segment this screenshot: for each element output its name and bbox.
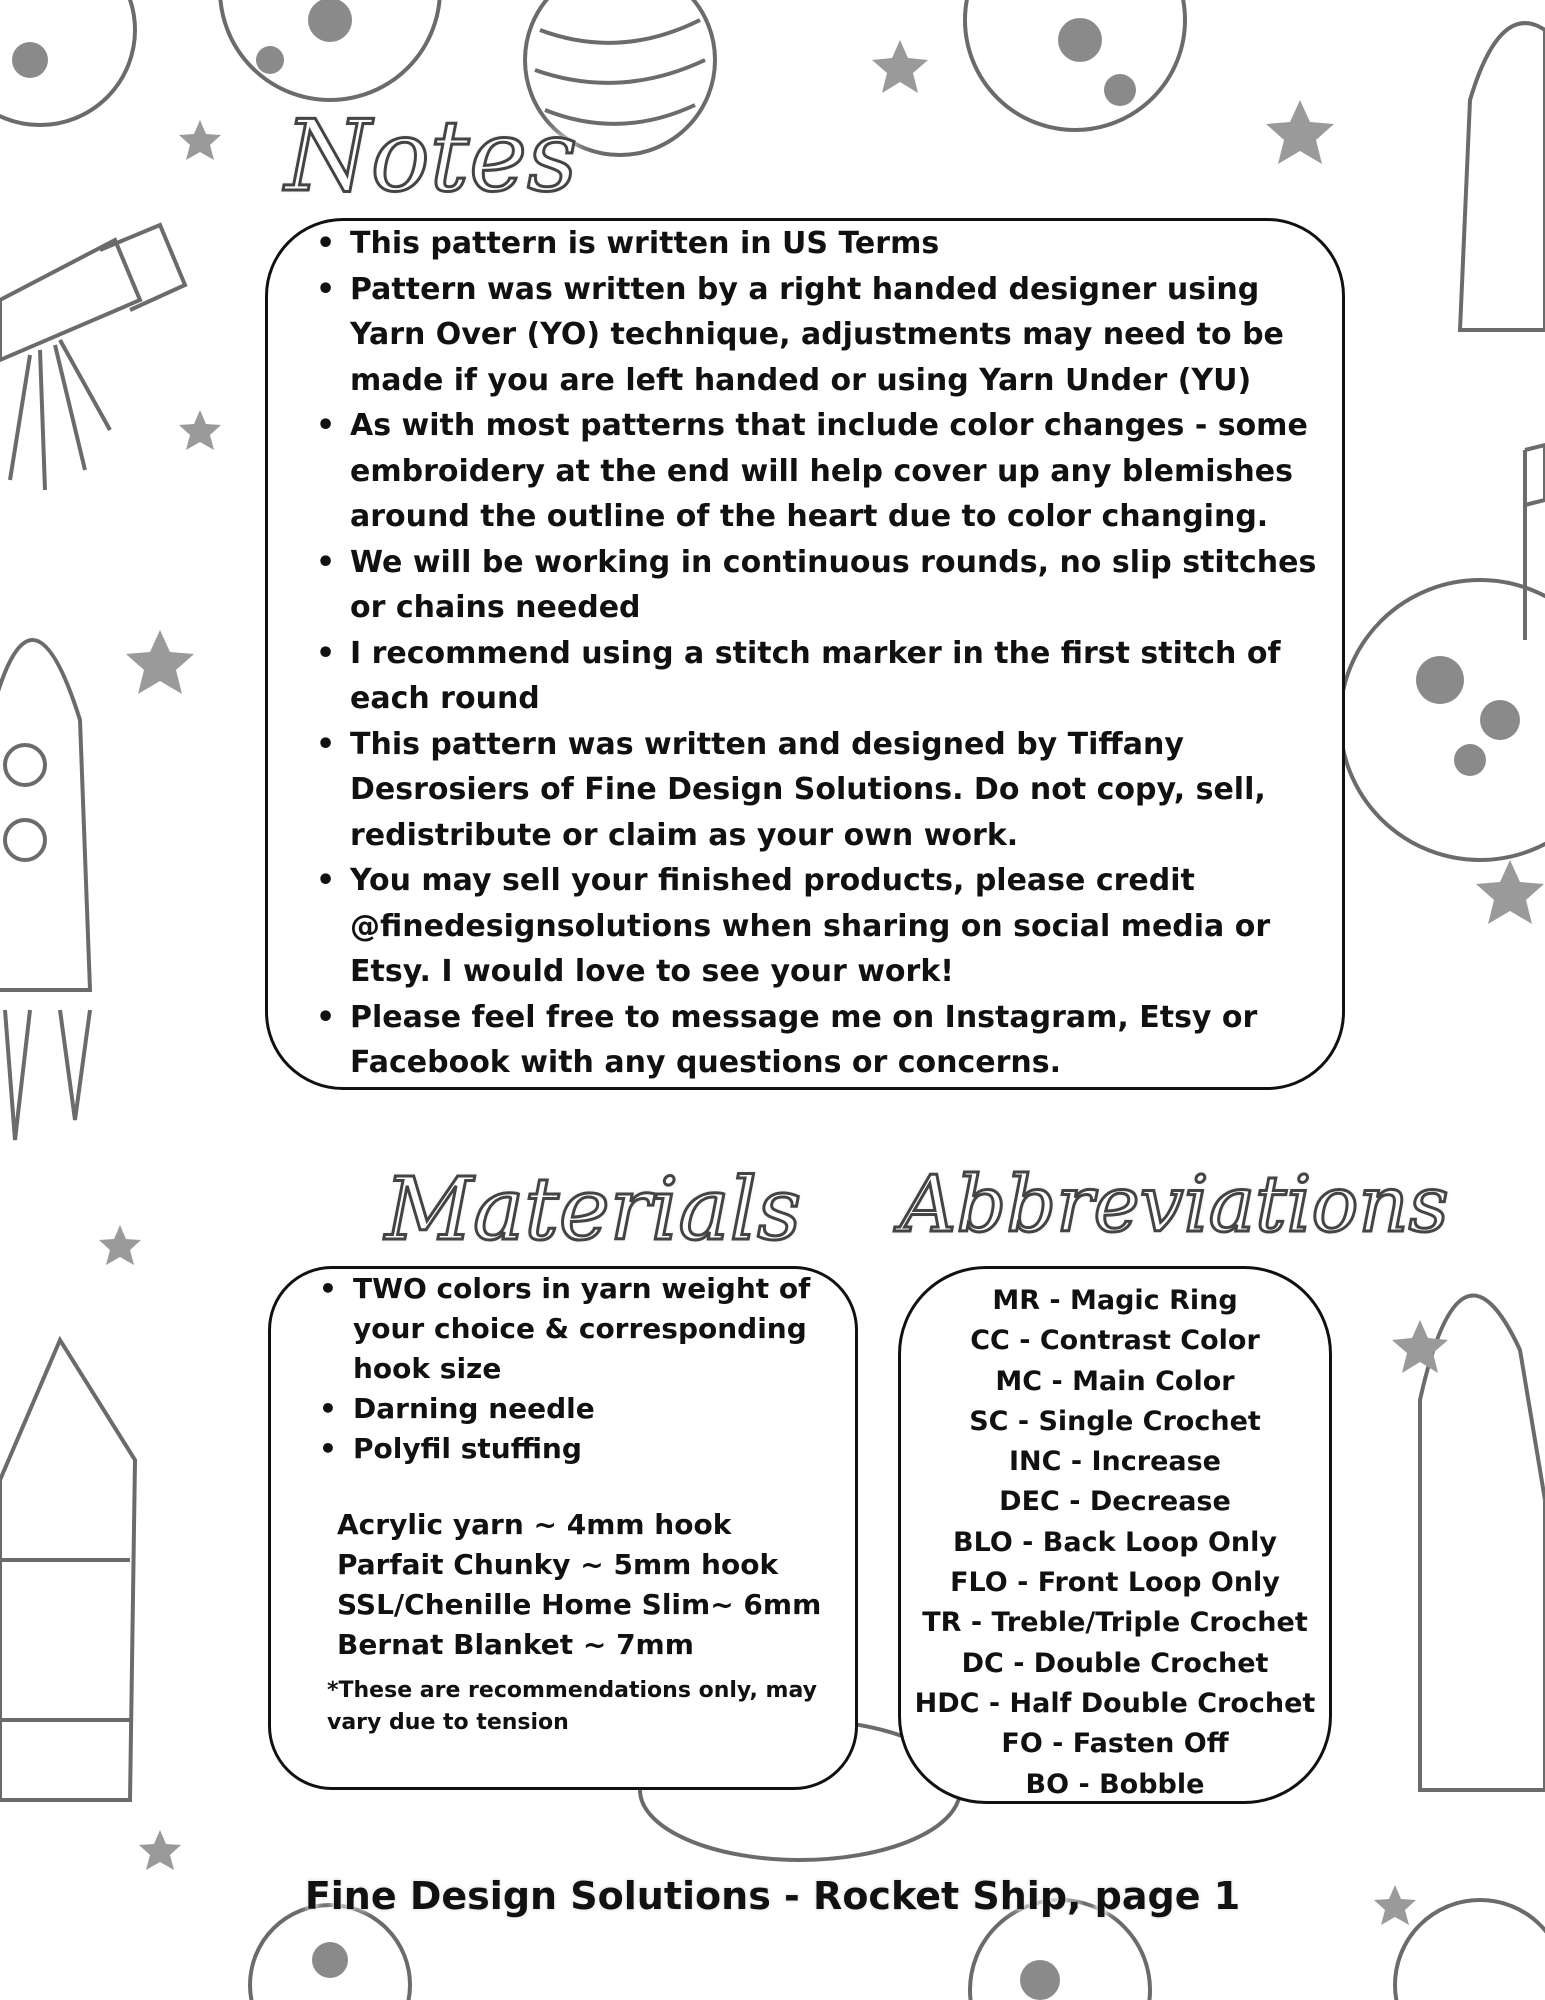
star-icon <box>179 410 221 450</box>
materials-list <box>271 1269 855 1469</box>
abbreviations-panel <box>898 1266 1332 1804</box>
list-item: • Darning needle <box>271 1389 855 1429</box>
list-item: • As with most patterns that include color changes - some embroidery at the end will help cover up any blemishes around the outline of the heart due to color changing. <box>268 403 1342 540</box>
list-item: • We will be working in continuous rounds, no slip stitches or chains needed <box>268 540 1342 631</box>
page-footer: Fine Design Solutions - Rocket Ship, page 1 <box>304 1874 1241 1918</box>
rocket-icon <box>0 1340 135 1800</box>
abbreviations-heading: Abbreviations <box>900 1160 1449 1250</box>
abbreviation-item: BLO - Back Loop Only <box>953 1526 1277 1558</box>
star-icon <box>179 120 221 160</box>
abbreviation-item: HDC - Half Double Crochet <box>914 1687 1316 1719</box>
materials-note: *These are recommendations only, may vary due to tension <box>327 1678 817 1735</box>
notes-heading: Notes <box>285 100 578 214</box>
star-icon <box>872 40 928 93</box>
abbreviation-item: MR - Magic Ring <box>992 1285 1238 1316</box>
list-item: • Pattern was written by a right handed designer using Yarn Over (YO) technique, adjustments may need to be made if you are left handed or using Yarn Under (YU) <box>268 267 1342 404</box>
abbreviation-item: MC - Main Color <box>995 1365 1235 1397</box>
star-icon <box>126 630 194 694</box>
abbreviation-item: FO - Fasten Off <box>1001 1728 1229 1760</box>
star-icon <box>1476 860 1544 924</box>
star-icon <box>99 1225 141 1265</box>
list-item: • This pattern is written in US Terms <box>268 221 1342 267</box>
abbreviation-item: DC - Double Crochet <box>961 1647 1269 1679</box>
abbreviation-item: SC - Single Crochet <box>969 1405 1261 1437</box>
abbreviation-item: INC - Increase <box>1009 1446 1221 1478</box>
abbreviation-item: CC - Contrast Color <box>970 1325 1260 1357</box>
yarn-hook-line: Acrylic yarn ~ 4mm hook <box>337 1508 732 1541</box>
abbreviations-list <box>901 1269 1329 1805</box>
abbreviation-item: BO - Bobble <box>1025 1768 1205 1800</box>
telescope-icon <box>0 225 185 490</box>
list-item: • TWO colors in yarn weight of your choice & corresponding hook size <box>271 1269 855 1389</box>
flag-icon <box>1525 445 1545 640</box>
materials-panel <box>268 1266 858 1790</box>
rocket-icon <box>0 640 90 1140</box>
list-item: • Please feel free to message me on Instagram, Etsy or Facebook with any questions or concerns. <box>268 995 1342 1086</box>
star-icon <box>139 1830 181 1870</box>
yarn-hook-line: Bernat Blanket ~ 7mm <box>337 1628 694 1661</box>
abbreviation-item: TR - Treble/Triple Crochet <box>922 1607 1308 1639</box>
notes-panel <box>265 218 1345 1090</box>
abbreviation-item: FLO - Front Loop Only <box>950 1567 1280 1599</box>
notes-list <box>268 221 1342 1086</box>
rocket-icon <box>1420 1295 1545 1790</box>
yarn-hook-line: SSL/Chenille Home Slim~ 6mm <box>337 1588 822 1621</box>
list-item: • I recommend using a stitch marker in the first stitch of each round <box>268 631 1342 722</box>
yarn-hook-list <box>337 1505 855 1665</box>
star-icon <box>1392 1320 1448 1373</box>
abbreviation-item: DEC - Decrease <box>999 1486 1231 1518</box>
list-item: • You may sell your finished products, please credit @finedesignsolutions when sharing on social media or Etsy. I would love to see your work! <box>268 858 1342 995</box>
materials-heading: Materials <box>385 1160 802 1260</box>
list-item: • This pattern was written and designed by Tiffany Desrosiers of Fine Design Solutions. Do not copy, sell, redistribute or claim as your own work. <box>268 722 1342 859</box>
list-item: • Polyfil stuffing <box>271 1429 855 1469</box>
star-icon <box>1266 100 1334 164</box>
yarn-hook-line: Parfait Chunky ~ 5mm hook <box>337 1548 779 1581</box>
